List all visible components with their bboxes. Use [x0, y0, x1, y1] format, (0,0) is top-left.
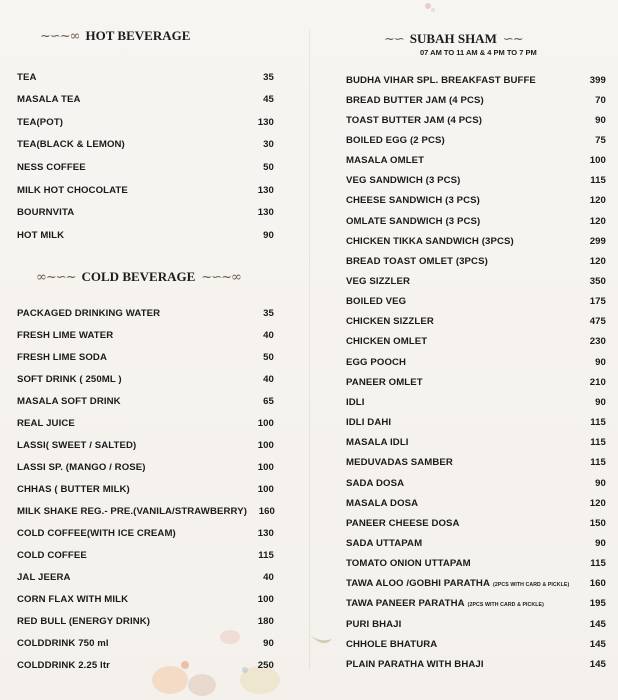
ornament-swirl-icon: ∽~ — [502, 31, 523, 47]
menu-item — [17, 440, 136, 451]
item-price: 115 — [590, 437, 606, 449]
menu-item — [17, 484, 130, 495]
menu-item-row — [17, 591, 274, 607]
item-name: LASSI( SWEET / SALTED) — [17, 439, 137, 451]
item-name: NESS COFFEE — [17, 161, 86, 173]
item-name: VEG SANDWICH (3 PCS) — [346, 175, 461, 187]
menu-item — [17, 616, 150, 627]
menu-item-row — [17, 227, 274, 243]
menu-item — [17, 162, 86, 173]
menu-item-row — [17, 459, 274, 475]
menu-item — [17, 308, 160, 319]
menu-item-row — [346, 193, 606, 209]
menu-item — [346, 175, 460, 186]
item-name: MASALA IDLI — [346, 437, 409, 449]
menu-item-row — [17, 137, 274, 153]
item-name: COLD COFFEE(WITH ICE CREAM) — [17, 527, 176, 539]
item-name: BOURNVITA — [17, 207, 75, 219]
item-name: CHICKEN SIZZLER — [346, 316, 434, 328]
item-name: BOILED VEG — [346, 296, 407, 308]
item-price: 100 — [257, 483, 274, 495]
menu-item — [346, 296, 406, 307]
item-name: COLD COFFEE — [17, 549, 87, 561]
menu-item — [17, 352, 107, 363]
menu-item-row — [17, 205, 274, 221]
ornament-swirl-icon: ~∽ — [384, 31, 404, 47]
menu-item — [17, 572, 71, 583]
menu-item — [346, 276, 410, 287]
menu-item — [346, 578, 569, 589]
item-name: PLAIN PARATHA WITH BHAJI — [346, 658, 484, 670]
menu-item-row — [17, 349, 274, 365]
menu-item-row — [17, 635, 274, 651]
menu-item — [346, 639, 437, 650]
item-price: 50 — [263, 161, 274, 173]
item-name: PURI BHAJI — [346, 618, 402, 630]
item-price: 35 — [263, 71, 274, 83]
item-price: 115 — [590, 175, 606, 187]
item-name: CHHOLE BHATURA — [346, 638, 438, 650]
item-price: 175 — [589, 296, 606, 308]
menu-item — [17, 594, 128, 605]
menu-item — [346, 457, 453, 468]
item-name: VEG SIZZLER — [346, 276, 410, 287]
menu-item-row — [17, 525, 274, 541]
menu-item — [346, 115, 482, 126]
item-name: CHHAS ( BUTTER MILK) — [17, 483, 130, 495]
item-price: 40 — [263, 571, 274, 583]
menu-item — [17, 462, 146, 473]
item-price: 40 — [263, 373, 274, 385]
menu-item — [346, 336, 427, 347]
menu-item-row — [346, 274, 606, 290]
menu-item-row — [346, 495, 606, 511]
timing-note: 07 AM TO 11 AM & 4 PM TO 7 PM — [420, 48, 537, 57]
menu-item-row — [346, 233, 606, 249]
menu-item — [17, 660, 110, 671]
item-name: MEDUVADAS SAMBER — [346, 457, 453, 469]
item-price: 230 — [589, 336, 606, 348]
menu-item-row — [17, 657, 274, 673]
item-name: PANEER CHEESE DOSA — [346, 517, 460, 529]
menu-item — [346, 659, 484, 670]
item-price: 180 — [257, 615, 274, 627]
menu-item — [17, 550, 87, 561]
item-price: 90 — [595, 477, 606, 489]
item-price: 115 — [590, 417, 606, 429]
item-price: 90 — [595, 396, 606, 408]
item-name: JAL JEERA — [17, 571, 71, 583]
menu-item — [346, 256, 488, 267]
menu-item-row — [346, 394, 606, 410]
menu-item — [346, 357, 406, 368]
item-price: 130 — [257, 184, 274, 196]
menu-item-row — [346, 535, 606, 551]
menu-item — [17, 396, 121, 407]
menu-item — [346, 135, 445, 146]
menu-item-row — [346, 616, 606, 632]
menu-item-row — [17, 393, 274, 409]
item-name: CHEESE SANDWICH (3 PCS) — [346, 195, 480, 207]
item-price: 90 — [263, 637, 274, 649]
menu-item — [346, 397, 365, 408]
item-price: 35 — [263, 307, 274, 319]
menu-item-row — [346, 556, 606, 572]
item-price: 90 — [595, 356, 606, 368]
item-price: 130 — [257, 207, 274, 219]
menu-item-row — [346, 132, 606, 148]
menu-item-row — [346, 576, 606, 592]
menu-item-row — [17, 613, 274, 629]
menu-item-row — [346, 112, 606, 128]
item-price: 100 — [257, 417, 274, 429]
item-name: TEA(BLACK & LEMON) — [17, 139, 125, 151]
item-price: 120 — [589, 497, 606, 509]
item-price: 90 — [263, 229, 274, 241]
item-name: TAWA ALOO /GOBHI PARATHA — [346, 578, 490, 590]
menu-item — [346, 155, 424, 166]
item-price: 210 — [589, 376, 606, 388]
item-price: 65 — [263, 395, 274, 407]
menu-item — [17, 94, 81, 105]
menu-item — [346, 498, 418, 509]
ornament-swirl-icon: ∞~∽~ — [36, 269, 76, 285]
menu-item-row — [346, 314, 606, 330]
menu-item-row — [346, 374, 606, 390]
item-name: BUDHA VIHAR SPL. BREAKFAST BUFFE — [346, 74, 536, 86]
item-name: MASALA SOFT DRINK — [17, 395, 121, 407]
menu-item — [17, 185, 128, 196]
menu-item-row — [17, 481, 274, 497]
menu-item — [346, 538, 422, 549]
item-name: TEA — [17, 71, 37, 83]
item-name: CORN FLAX WITH MILK — [17, 593, 129, 605]
menu-item — [346, 75, 536, 86]
item-price: 145 — [589, 658, 606, 670]
item-price: 475 — [589, 316, 606, 328]
item-price: 45 — [263, 94, 274, 106]
item-name: HOT MILK — [17, 229, 65, 241]
item-price: 130 — [257, 116, 274, 128]
menu-item-row — [346, 656, 606, 672]
item-price: 115 — [590, 457, 606, 469]
item-price: 130 — [257, 527, 274, 539]
item-price: 115 — [590, 558, 606, 570]
item-price: 100 — [257, 461, 274, 473]
item-name: CHICKEN OMLET — [346, 336, 428, 348]
menu-item — [346, 478, 404, 489]
menu-item — [17, 230, 64, 241]
menu-item — [17, 638, 109, 649]
ornament-swirl-icon: ~∽~∞ — [40, 28, 80, 44]
item-price: 90 — [595, 114, 606, 126]
item-name: RED BULL (ENERGY DRINK) — [17, 615, 151, 627]
item-price: 399 — [589, 74, 606, 86]
menu-item — [346, 377, 423, 388]
item-price: 40 — [263, 329, 274, 341]
item-price: 75 — [595, 134, 606, 146]
item-name: MASALA DOSA — [346, 497, 419, 509]
menu-item — [17, 528, 176, 539]
item-name: CHICKEN TIKKA SANDWICH (3PCS) — [346, 235, 514, 247]
ornament-swirl-icon: ~∽~∞ — [201, 269, 241, 285]
item-price: 120 — [589, 215, 606, 227]
menu-item-row — [346, 294, 606, 310]
menu-item-row — [17, 569, 274, 585]
menu-item — [17, 207, 74, 218]
item-price: 299 — [589, 235, 606, 247]
item-note: (2PCS WITH CARD & PICKLE) — [493, 582, 570, 589]
item-name: OMLATE SANDWICH (3 PCS) — [346, 215, 481, 227]
menu-item — [346, 316, 434, 327]
item-price: 115 — [258, 549, 274, 561]
item-name: MILK HOT CHOCOLATE — [17, 184, 128, 196]
item-name: PANEER OMLET — [346, 376, 423, 388]
menu-item — [346, 518, 460, 529]
menu-item-row — [346, 455, 606, 471]
menu-item — [17, 374, 122, 385]
menu-item — [346, 236, 514, 247]
menu-item-row — [346, 92, 606, 108]
item-name: TEA(POT) — [17, 116, 64, 128]
item-name: FRESH LIME SODA — [17, 351, 107, 363]
menu-item-row — [346, 334, 606, 350]
item-name: TOMATO ONION UTTAPAM — [346, 558, 471, 570]
section-title: HOT BEVERAGE — [85, 28, 191, 43]
menu-item-row — [346, 596, 606, 612]
subah-sham-heading — [384, 31, 523, 47]
item-name: IDLI — [346, 396, 365, 408]
menu-item-row — [346, 213, 606, 229]
menu-item — [346, 598, 544, 609]
item-price: 160 — [258, 505, 275, 517]
cold-beverage-list — [17, 305, 274, 677]
menu-item — [346, 195, 480, 206]
menu-item-row — [17, 92, 274, 108]
menu-item-row — [346, 475, 606, 491]
menu-item-row — [17, 371, 274, 387]
menu-item — [346, 619, 401, 630]
item-name: COLDDRINK 2.25 ltr — [17, 659, 110, 671]
item-name: SADA DOSA — [346, 477, 405, 489]
menu-item-row — [17, 437, 274, 453]
menu-item-row — [346, 435, 606, 451]
item-price: 150 — [589, 517, 606, 529]
menu-item — [17, 117, 63, 128]
item-name: MASALA TEA — [17, 94, 81, 106]
menu-item-row — [17, 114, 274, 130]
item-price: 30 — [263, 139, 274, 151]
menu-item-row — [346, 153, 606, 169]
item-price: 145 — [589, 638, 606, 650]
item-name: REAL JUICE — [17, 417, 75, 429]
menu-item-row — [346, 173, 606, 189]
menu-item-row — [17, 69, 274, 85]
menu-item — [346, 437, 409, 448]
menu-item — [17, 506, 247, 517]
menu-item-row — [346, 415, 606, 431]
item-price: 70 — [595, 94, 606, 106]
menu-item-row — [17, 182, 274, 198]
cold-beverage-heading — [36, 269, 241, 285]
item-name: MILK SHAKE REG.- PRE.(VANILA/STRAWBERRY) — [17, 505, 247, 517]
floral-decoration-top — [420, 0, 440, 18]
menu-item — [17, 330, 113, 341]
item-price: 350 — [589, 276, 606, 287]
item-name: TOAST BUTTER JAM (4 PCS) — [346, 114, 483, 126]
menu-item-row — [17, 305, 274, 321]
item-name: MASALA OMLET — [346, 155, 425, 167]
menu-item-row — [346, 636, 606, 652]
menu-item — [346, 558, 471, 569]
item-name: BREAD TOAST OMLET (3PCS) — [346, 255, 488, 267]
item-price: 160 — [589, 578, 606, 590]
item-name: FRESH LIME WATER — [17, 329, 114, 341]
item-price: 50 — [263, 351, 274, 363]
item-name: COLDDRINK 750 ml — [17, 637, 109, 649]
item-name: BREAD BUTTER JAM (4 PCS) — [346, 94, 484, 106]
item-price: 100 — [257, 439, 274, 451]
item-price: 120 — [589, 195, 606, 207]
item-name: TAWA PANEER PARATHA — [346, 598, 465, 610]
menu-item — [17, 418, 75, 429]
item-price: 250 — [257, 659, 274, 671]
item-name: IDLI DAHI — [346, 417, 392, 429]
menu-item-row — [346, 354, 606, 370]
item-name: PACKAGED DRINKING WATER — [17, 307, 161, 319]
menu-item — [346, 216, 480, 227]
hot-beverage-heading — [40, 28, 190, 44]
item-price: 100 — [257, 593, 274, 605]
section-title: SUBAH SHAM — [409, 31, 497, 46]
menu-item — [346, 95, 484, 106]
menu-item-row — [17, 159, 274, 175]
item-name: BOILED EGG (2 PCS) — [346, 134, 445, 146]
item-price: 145 — [589, 618, 606, 630]
menu-item-row — [346, 515, 606, 531]
item-price: 120 — [589, 255, 606, 267]
item-price: 100 — [589, 155, 606, 167]
item-name: SADA UTTAPAM — [346, 537, 423, 549]
menu-item-row — [346, 253, 606, 269]
menu-item — [17, 72, 37, 83]
menu-item-row — [17, 503, 274, 519]
menu-item-row — [346, 72, 606, 88]
menu-item-row — [17, 547, 274, 563]
item-name: EGG POOCH — [346, 356, 407, 368]
column-divider — [309, 30, 310, 670]
item-name: LASSI SP. (MANGO / ROSE) — [17, 461, 146, 473]
menu-item-row — [17, 415, 274, 431]
subah-sham-list — [346, 72, 606, 680]
menu-item — [346, 417, 391, 428]
item-note: (2PCS WITH CARD & PICKLE) — [467, 602, 544, 609]
section-title: COLD BEVERAGE — [81, 269, 196, 284]
menu-item-row — [17, 327, 274, 343]
item-price: 90 — [595, 537, 606, 549]
menu-item — [17, 139, 125, 150]
hot-beverage-list — [17, 69, 274, 239]
item-name: SOFT DRINK ( 250ML ) — [17, 373, 122, 385]
item-price: 195 — [589, 598, 606, 610]
